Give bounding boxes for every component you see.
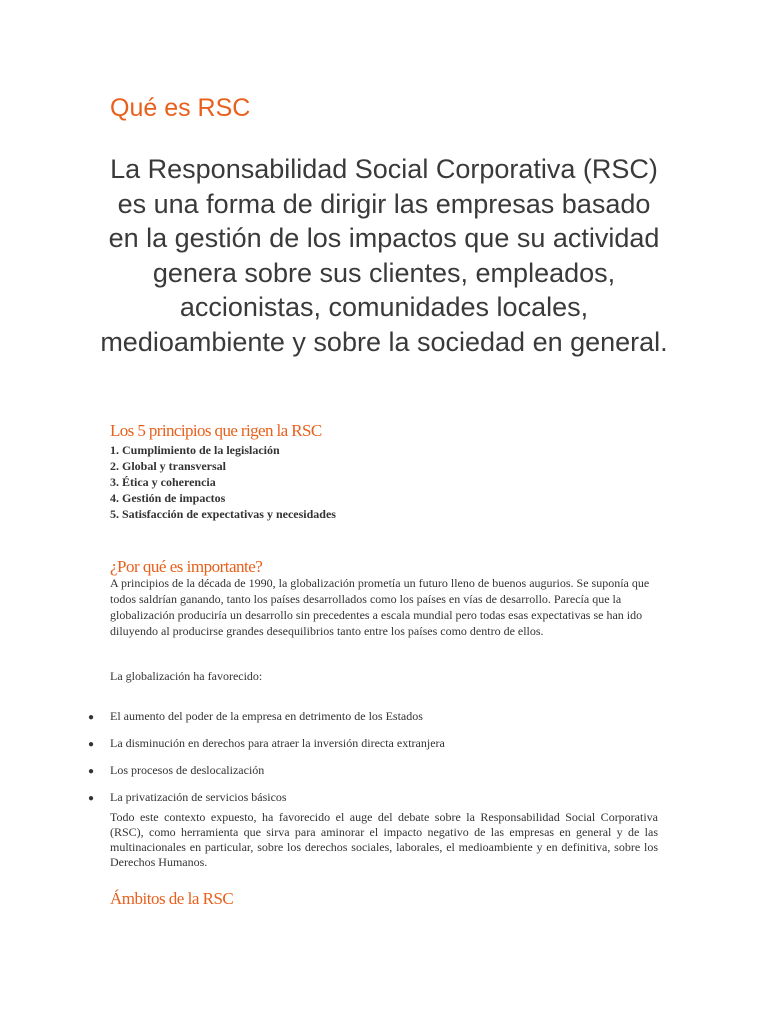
principle-item: 1. Cumplimiento de la legislación bbox=[110, 443, 280, 457]
bullet-text: La privatización de servicios básicos bbox=[110, 790, 287, 804]
intro-paragraph: La Responsabilidad Social Corporativa (RSC) es una forma de dirigir las empresas basado en la gestión de los impactos que su actividad genera sobre sus clientes, empleados, accionistas, comunidades locales, medioambiente y sobre la sociedad en general. bbox=[100, 154, 668, 357]
principle-item: 5. Satisfacción de expectativas y necesidades bbox=[110, 507, 336, 521]
bullet-icon: ● bbox=[88, 766, 95, 777]
why-heading: ¿Por qué es importante? bbox=[110, 557, 263, 576]
ambitos-heading: Ámbitos de la RSC bbox=[110, 889, 234, 908]
principle-item: 3. Ética y coherencia bbox=[110, 475, 216, 489]
bullet-item bbox=[88, 708, 423, 726]
bullet-text: El aumento del poder de la empresa en detrimento de los Estados bbox=[110, 709, 423, 723]
bullet-icon: ● bbox=[88, 739, 95, 750]
bullet-icon: ● bbox=[88, 793, 95, 804]
bullet-icon: ● bbox=[88, 712, 95, 723]
bullet-item bbox=[88, 735, 445, 753]
principles-heading: Los 5 principios que rigen la RSC bbox=[110, 421, 322, 440]
globalization-intro: La globalización ha favorecido: bbox=[110, 669, 263, 683]
bullet-item bbox=[88, 789, 287, 807]
page-title: Qué es RSC bbox=[110, 94, 251, 122]
principle-item: 4. Gestión de impactos bbox=[110, 491, 226, 505]
bullet-text: Los procesos de deslocalización bbox=[110, 763, 265, 777]
bullet-item bbox=[88, 762, 264, 780]
conclusion-paragraph: Todo este contexto expuesto, ha favorecido el auge del debate sobre la Responsabilidad Social Corporativa (RSC), como herramienta que sirva para aminorar el impacto negativo de las empresas en general y de las multinacionales en particular, sobre los derechos sociales, laborales, el medioambiente y en definitiva, sobre los Derechos Humanos. bbox=[110, 810, 658, 869]
principles-list bbox=[110, 442, 336, 522]
bullet-text: La disminución en derechos para atraer la inversión directa extranjera bbox=[110, 736, 445, 750]
why-paragraph: A principios de la década de 1990, la globalización prometía un futuro lleno de buenos augurios. Se suponía que todos saldrían ganando, tanto los países desarrollados como los países en vías de desarrollo. Parecía que la globalización produciría un desarrollo sin precedentes a escala mundial pero todas esas expectativas se han ido diluyendo al producirse grandes desequilibrios tanto entre los países como dentro de ellos. bbox=[110, 576, 650, 638]
principle-item: 2. Global y transversal bbox=[110, 459, 226, 473]
